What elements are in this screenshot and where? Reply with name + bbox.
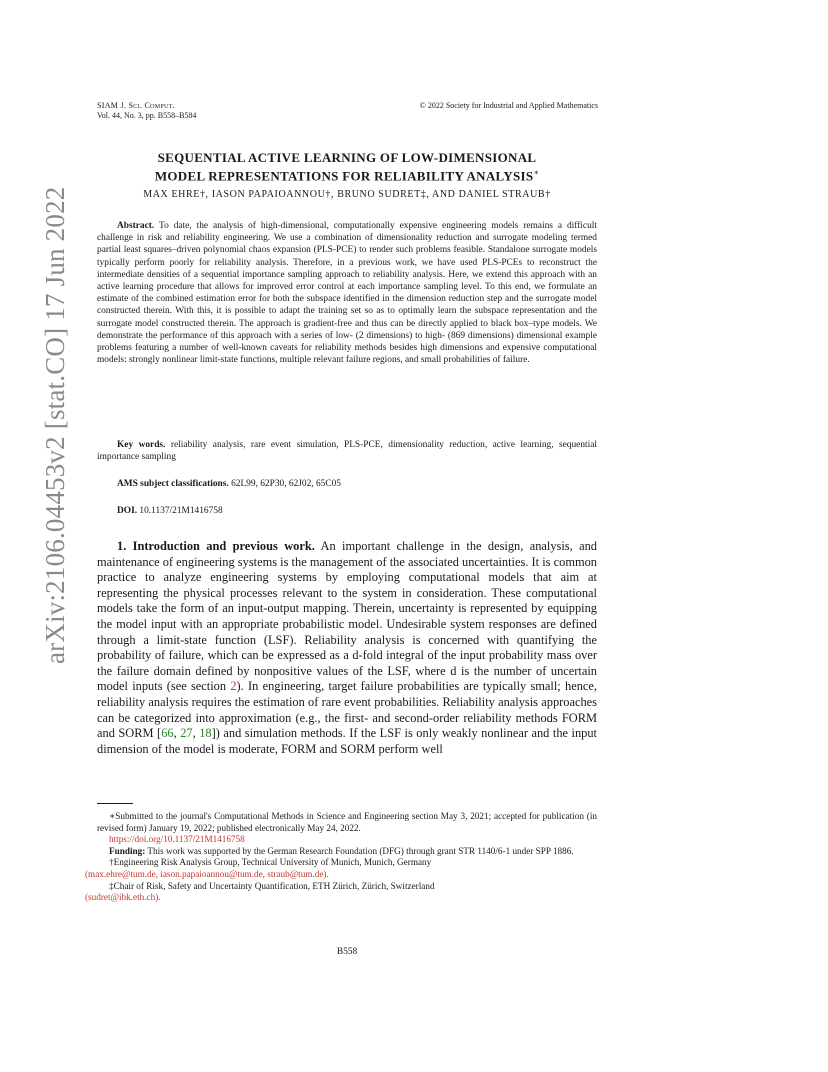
citation-link[interactable]: 18: [199, 726, 212, 741]
intro-text-3: ]) and simulation methods. If the LSF is only weakly nonlinear and the input dimension of the model is moderate, FORM and SORM perform well: [97, 726, 597, 756]
author-list: MAX EHRE†, IASON PAPAIOANNOU†, BRUNO SUDRET‡, AND DANIEL STRAUB†: [143, 189, 551, 200]
keywords-text: reliability analysis, rare event simulation, PLS-PCE, dimensionality reduction, active learning, sequential importance sampling: [97, 440, 598, 463]
footnote-divider: [97, 803, 133, 804]
affiliation-eth: ‡Chair of Risk, Safety and Uncertainty Quantification, ETH Zürich, Zürich, Switzerland: [109, 880, 435, 891]
title-footnote-mark: ∗: [533, 168, 540, 177]
doi-label: DOI.: [117, 506, 138, 516]
title-line-1: SEQUENTIAL ACTIVE LEARNING OF LOW-DIMENSIONAL: [157, 150, 537, 165]
abstract-text: To date, the analysis of high-dimensional, computationally expensive engineering models remains a difficult challenge in risk and reliability engineering. We use a combination of dimensionality reduction and surrogate modeling termed partial least squares–driven polynomial chaos expansion (PLS-PCE) to render such problems feasible. Standalone surrogate models typically perform poorly for reliability analysis. Therefore, in a previous work, we have used PLS-PCEs to reconstruct the intermediate densities of a sequential importance sampling approach to reliability analysis. Here, we extend this approach with an active learning procedure that allows for improved error control at each importance sampling level. To this end, we formulate an estimate of the combined estimation error for both the subspace identified in the dimension reduction step and the surrogate model constructed therein. With this, it is possible to adapt the training set so as to optimally learn the subspace representation and the surrogate model constructed therein. The approach is gradient-free and thus can be directly applied to black box–type models. We demonstrate the performance of this approach with a series of low- (2 dimensions) to high- (869 dimensions) dimensional example problems featuring a number of well-known caveats for reliability methods besides high dimensions and expensive computational models: strongly nonlinear limit-state functions, multiple relevant failure regions, and small probabilities of failure.: [97, 221, 597, 366]
ams-text: 62L99, 62P30, 62J02, 65C05: [231, 479, 341, 489]
footnote-submission: ∗Submitted to the journal's Computational Methods in Science and Engineering section May 3, 2021; accepted for publication (in revised form) January 19, 2022; published electronically May 24, 2022.: [97, 811, 597, 833]
arxiv-sidebar: [18, 186, 70, 664]
copyright-notice: © 2022 Society for Industrial and Applied Mathematics: [419, 101, 598, 110]
citation-link[interactable]: 66: [161, 726, 174, 741]
ams-label: AMS subject classifications.: [117, 479, 229, 489]
footnote-affiliation-eth: [85, 880, 597, 904]
doi-text: 10.1137/21M1416758: [139, 506, 223, 516]
abstract: [97, 220, 597, 366]
citation-link[interactable]: 27: [180, 726, 193, 741]
title-line-2: MODEL REPRESENTATIONS FOR RELIABILITY ANALYSIS: [154, 168, 534, 184]
intro-text-2: ). In engineering, target failure probabilities are typically small; hence, reliability analysis requires the estimation of rare event probabilities. Reliability analysis approaches can be categorized into approximation (e.g., the first- and second-order reliability methods FORM and SORM [: [97, 679, 597, 741]
page-number: B558: [336, 947, 358, 957]
email-link-eth[interactable]: (sudret@ibk.eth.ch).: [85, 892, 161, 903]
doi: [97, 505, 597, 517]
footnote-affiliation-tum: [85, 857, 597, 880]
section-reference-link[interactable]: 2: [230, 679, 237, 694]
introduction-paragraph: 1. Introduction and previous work. An important challenge in the design, analysis, and maintenance of engineering systems is the management of the associated uncertainties. It is common practice to analyze engineering systems by employing computational models that aim at representing the physical processes relevant to the system in consideration. These computational models take the form of an input-output mapping. Therein, uncertainty is represented by equipping the model input with an appropriate probabilistic model. Undesirable system responses are defined through a limit-state function (LSF). Reliability analysis is concerned with quantifying the probability of failure, which can be expressed as a d-fold integral of the input probability mass over the failure domain defined by nonpositive values of the LSF, where d is the number of uncertain model inputs (see section 2). In engineering, target failure probabilities are typically small; hence, reliability analysis requires the estimation of rare event probabilities. Reliability analysis approaches can be categorized into approximation (e.g., the first- and second-order reliability methods FORM and SORM [66, 27, 18]) and simulation methods. If the LSF is only weakly nonlinear and the input dimension of the model is moderate, FORM and SORM perform well: [97, 539, 597, 756]
keywords-label: Key words.: [117, 440, 166, 450]
journal-volume: Vol. 44, No. 3, pp. B558–B584: [97, 111, 197, 120]
email-links-tum[interactable]: (max.ehre@tum.de, iason.papaioannou@tum.de, straub@tum.de).: [85, 868, 329, 879]
keywords: [97, 439, 597, 463]
funding-label: Funding:: [109, 845, 146, 856]
doi-link[interactable]: https://doi.org/10.1137/21M1416758: [109, 834, 245, 845]
abstract-label: Abstract.: [117, 221, 155, 231]
ams-classifications: [97, 478, 597, 490]
intro-text-1: An important challenge in the design, analysis, and maintenance of engineering systems is the management of the associated uncertainties. It is common practice to analyze engineering systems by employing computational models that aim at representing the physical processes relevant to the system in consideration. These computational models take the form of an input-output mapping. Therein, uncertainty is represented by equipping the model input with an appropriate probabilistic model. Undesirable system responses are defined through a limit-state function (LSF). Reliability analysis is concerned with quantifying the probability of failure, which can be expressed as a d-fold integral of the input probability mass over the failure domain defined by nonpositive values of the LSF, where d is the number of uncertain model inputs (see section: [97, 539, 597, 694]
funding-text: This work was supported by the German Research Foundation (DFG) through grant STR 1140/6-1 under SPP 1886.: [147, 845, 574, 856]
paper-title: [97, 150, 597, 183]
footnote-funding: [97, 846, 597, 858]
affiliation-tum: †Engineering Risk Analysis Group, Technical University of Munich, Munich, Germany: [109, 857, 432, 868]
journal-name: SIAM J. Sci. Comput.: [97, 101, 175, 110]
section-heading: 1. Introduction and previous work.: [117, 539, 315, 553]
running-header-left: [97, 101, 196, 121]
footnotes: [85, 811, 597, 904]
arxiv-identifier[interactable]: arXiv:2106.04453v2 [stat.CO] 17 Jun 2022: [40, 186, 70, 664]
